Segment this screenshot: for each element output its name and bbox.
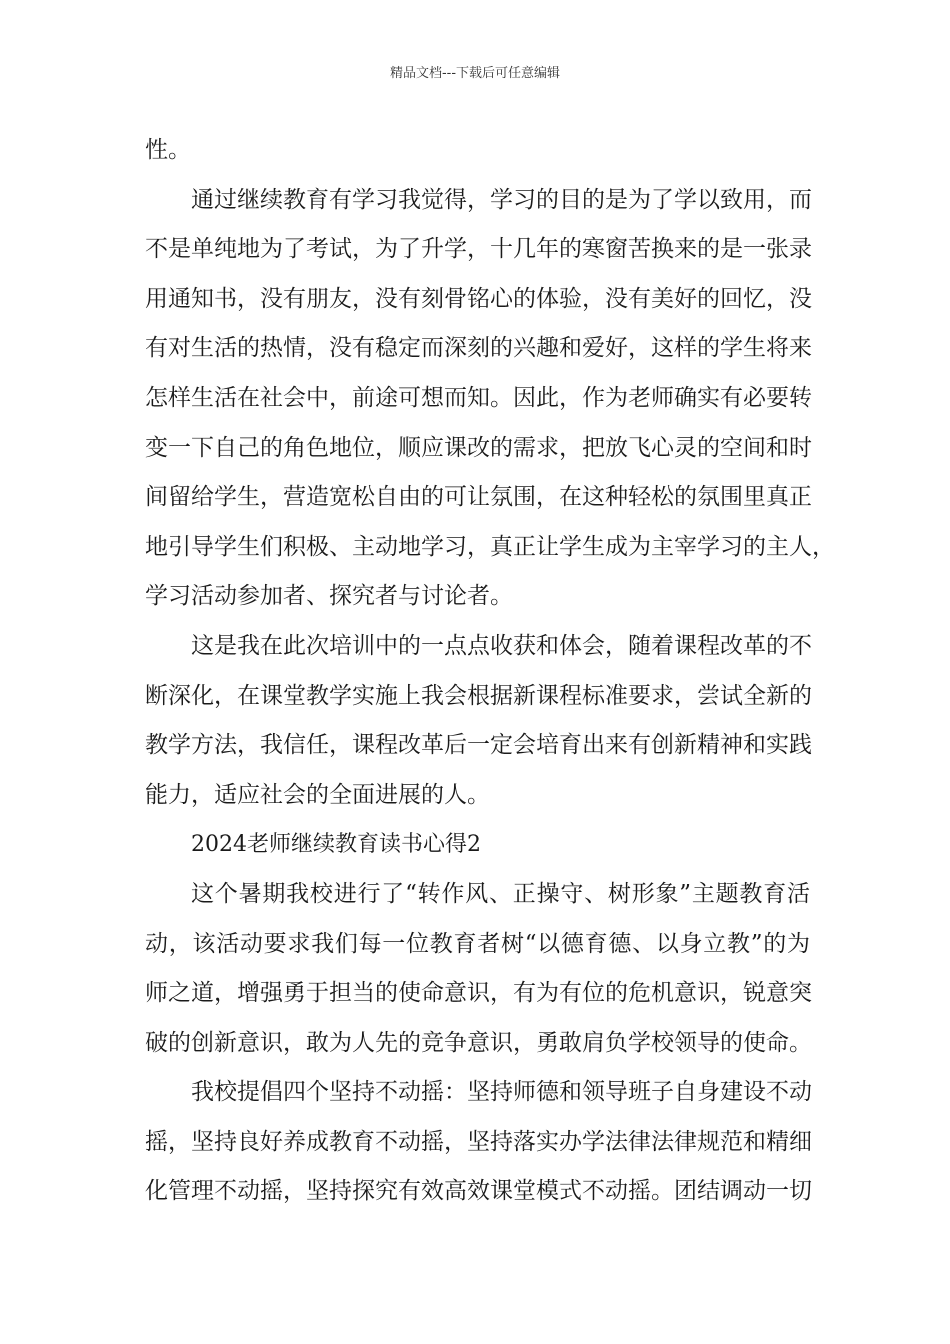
- document-body: [145, 126, 835, 1217]
- text-line: 间留给学生，营造宽松自由的可让氛围，在这种轻松的氛围里真正: [145, 484, 812, 511]
- text-line: 我校提倡四个坚持不动摇：坚持师德和领导班子自身建设不动: [191, 1079, 812, 1106]
- text-line: 这个暑期我校进行了“转作风、正操守、树形象”主题教育活: [191, 880, 810, 907]
- text-line: 动，该活动要求我们每一位教育者树“以德育德、以身立教”的为: [145, 930, 810, 957]
- text-line: 断深化，在课堂教学实施上我会根据新课程标准要求，尝试全新的: [145, 682, 812, 709]
- text-line: 地引导学生们积极、主动地学习，真正让学生成为主宰学习的主人，: [145, 533, 835, 560]
- page-header: 精品文档---下载后可任意编辑: [389, 66, 561, 81]
- text-line: 怎样生活在社会中，前途可想而知。因此，作为老师确实有必要转: [145, 384, 812, 411]
- text-line: 教学方法，我信任，课程改革后一定会培育出来有创新精神和实践: [145, 732, 812, 759]
- text-line: 通过继续教育有学习我觉得，学习的目的是为了学以致用，而: [191, 186, 812, 213]
- text-line: 破的创新意识，敢为人先的竞争意识，勇敢肩负学校领导的使命。: [145, 1029, 812, 1056]
- text-line: 性。: [145, 137, 191, 163]
- section-heading: 2024老师继续教育读书心得2: [191, 832, 481, 858]
- text-line: 摇，坚持良好养成教育不动摇，坚持落实办学法律法律规范和精细: [145, 1128, 812, 1155]
- text-line: 学习活动参加者、探究者与讨论者。: [145, 583, 513, 610]
- text-line: 变一下自己的角色地位，顺应课改的需求，把放飞心灵的空间和时: [145, 434, 812, 461]
- text-line: 能力，适应社会的全面进展的人。: [145, 781, 490, 808]
- text-line: 师之道，增强勇于担当的使命意识，有为有位的危机意识，锐意突: [145, 980, 812, 1007]
- text-line: 化管理不动摇，坚持探究有效高效课堂模式不动摇。团结调动一切: [145, 1178, 812, 1205]
- text-line: 这是我在此次培训中的一点点收获和体会，随着课程改革的不: [191, 632, 812, 659]
- text-line: 用通知书，没有朋友，没有刻骨铭心的体验，没有美好的回忆，没: [145, 285, 812, 312]
- text-line: 有对生活的热情，没有稳定而深刻的兴趣和爱好，这样的学生将来: [145, 335, 812, 362]
- text-line: 不是单纯地为了考试，为了升学，十几年的寒窗苦换来的是一张录: [145, 236, 812, 263]
